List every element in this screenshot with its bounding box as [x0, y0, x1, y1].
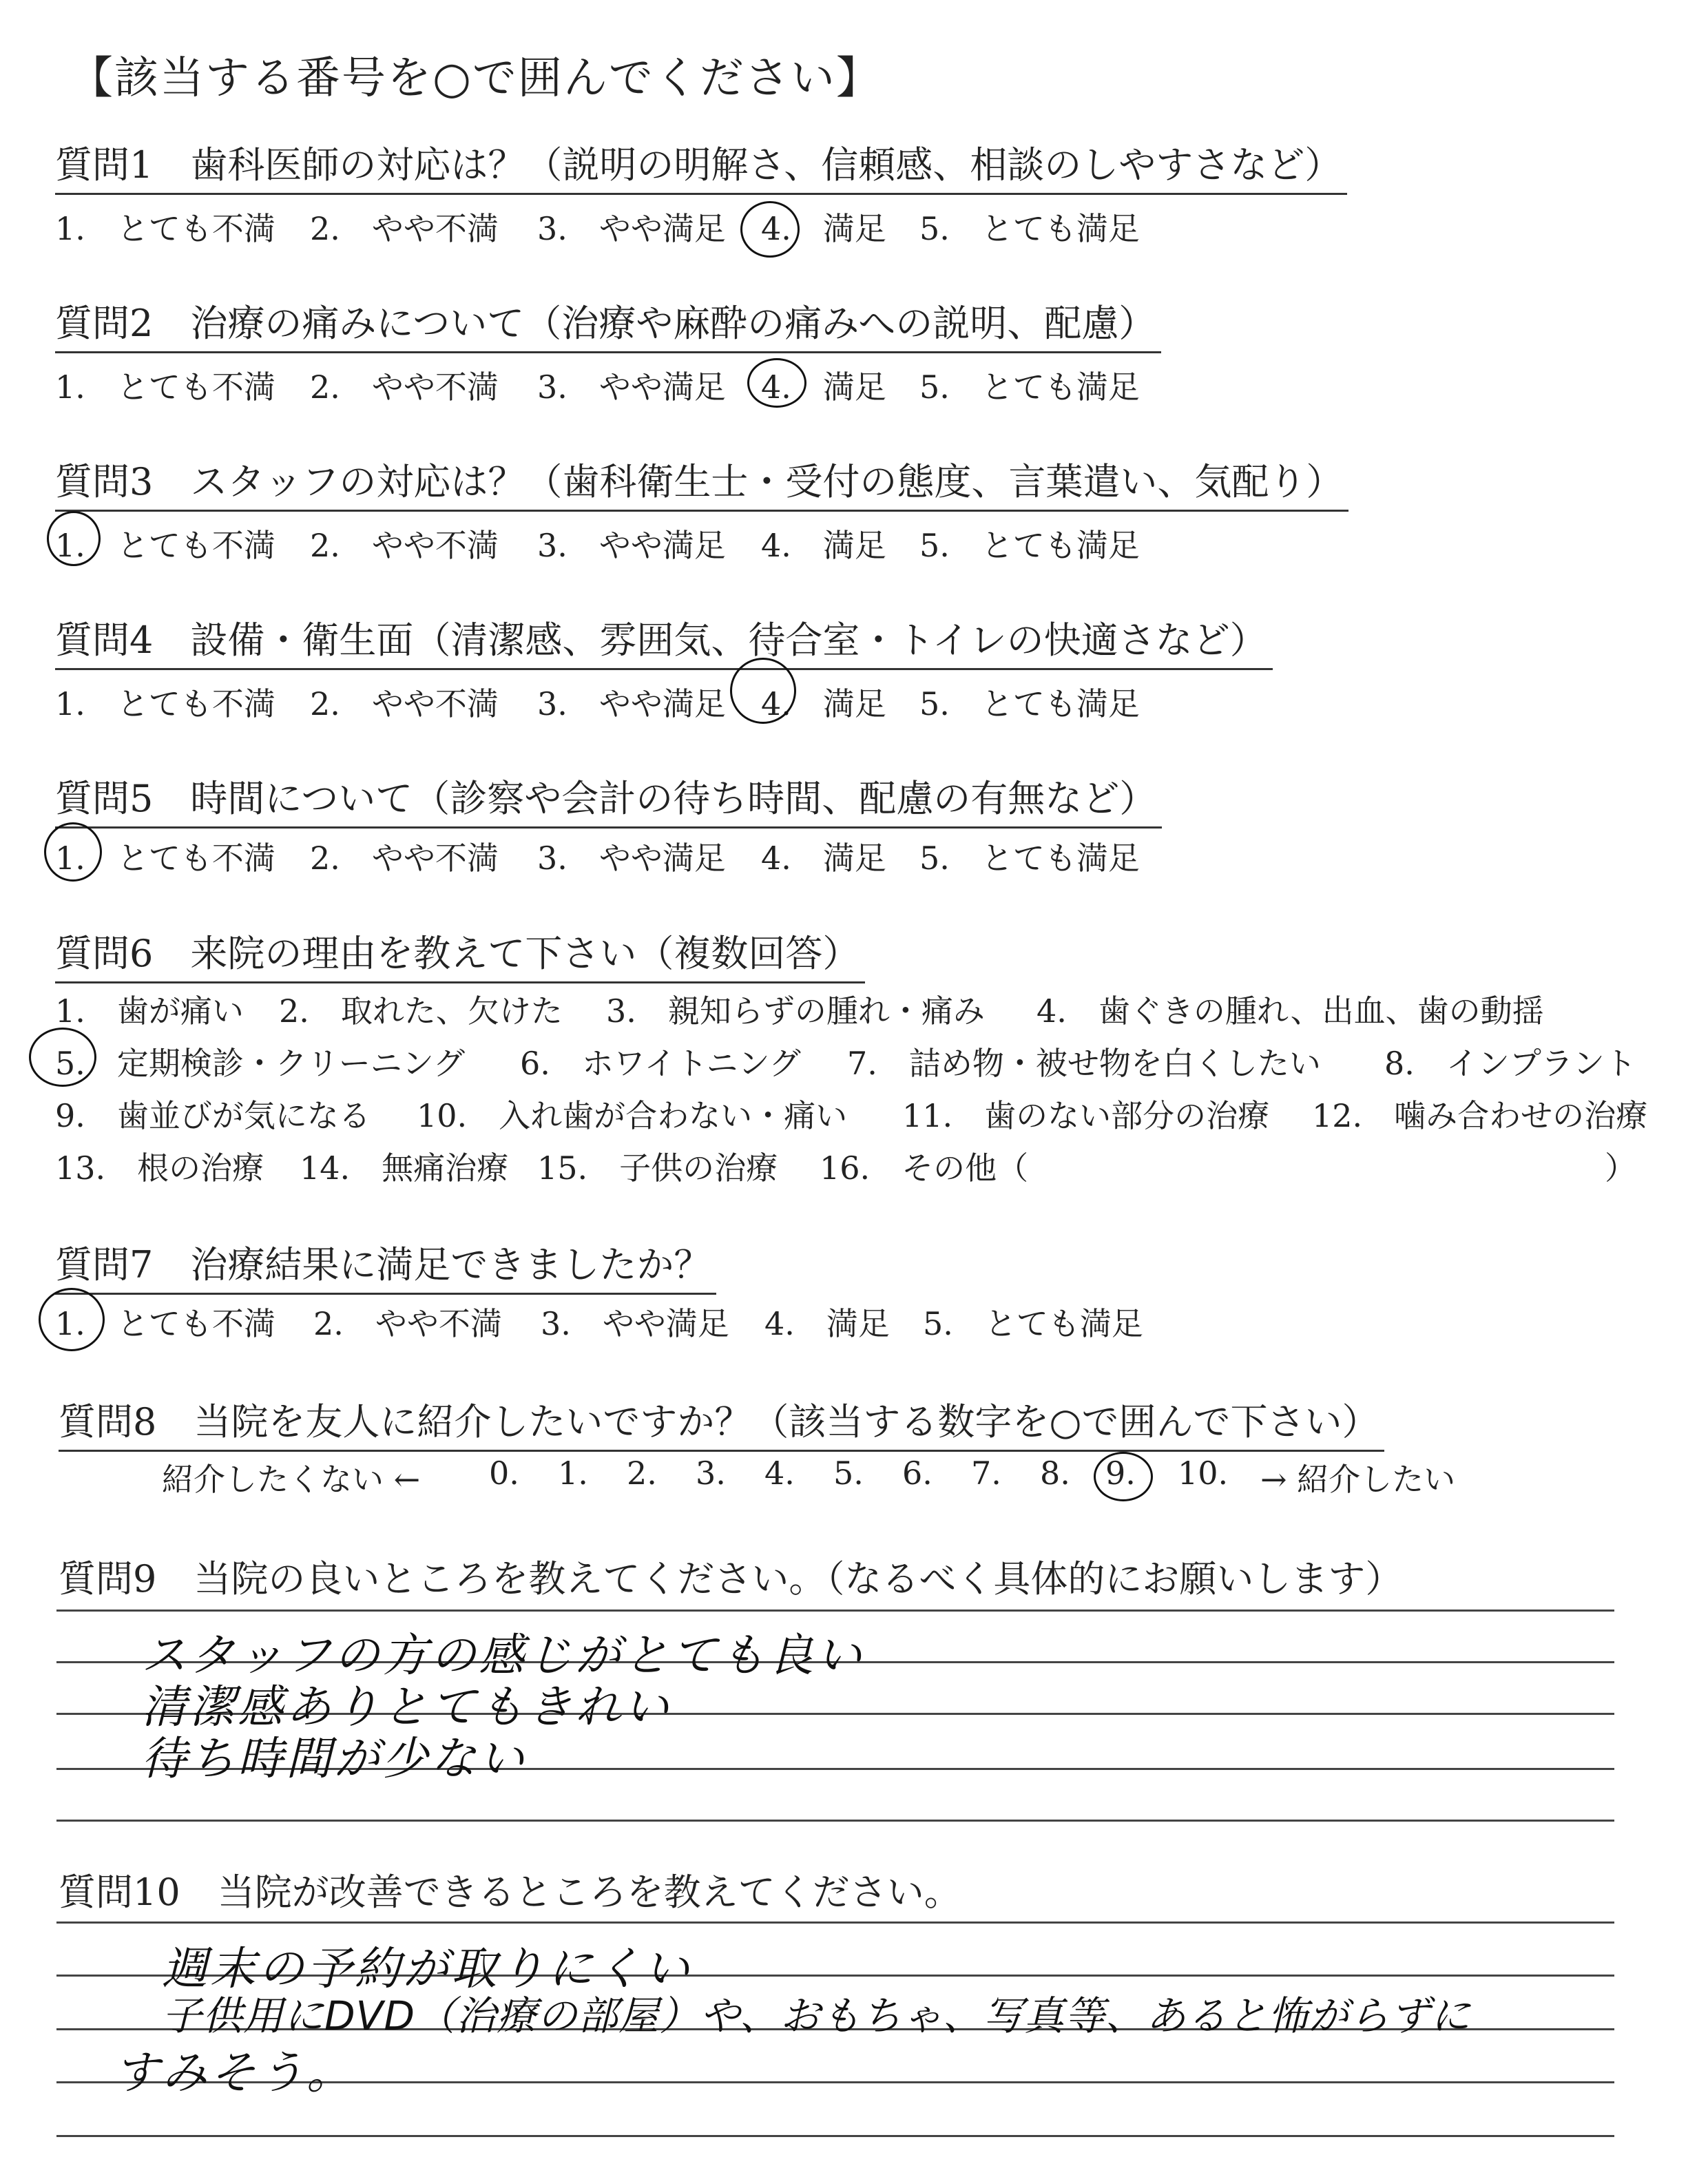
q2-option-1[interactable]: 1. とても不満	[55, 368, 275, 406]
q6-option-8[interactable]: 8. インプラント	[1384, 1045, 1636, 1082]
q7-option-3[interactable]: 3. やや満足	[541, 1305, 729, 1342]
q6-option-1[interactable]: 1. 歯が痛い	[55, 992, 244, 1030]
q5-option-5[interactable]: 5. とても満足	[919, 840, 1140, 877]
q5-title: 質問5 時間について（診察や会計の待ち時間、配慮の有無など）	[55, 771, 1162, 829]
q6-option-10[interactable]: 10. 入れ歯が合わない・痛い	[417, 1097, 848, 1134]
q9-answer-line-1	[56, 1610, 1614, 1612]
q10-title: 質問10 当院が改善できるところを教えてください。	[59, 1871, 961, 1914]
answer-circle-q8	[1094, 1452, 1153, 1501]
q9-answer-2[interactable]: 清潔感ありとてもきれい	[141, 1680, 671, 1733]
answer-circle-q1	[740, 201, 800, 258]
q8-num-9[interactable]: 9.	[1105, 1455, 1136, 1492]
q8-title: 質問8 当院を友人に紹介したいですか？（該当する数字を○で囲んで下さい）	[59, 1395, 1384, 1452]
q6-option-16[interactable]: 16. その他（	[820, 1149, 1029, 1187]
form-header: 【該当する番号を○で囲んでください】	[69, 53, 882, 104]
q6-option-7[interactable]: 7. 詰め物・被せ物を白くしたい	[847, 1045, 1321, 1082]
q8-num-1[interactable]: 1.	[558, 1455, 588, 1492]
q1-option-5[interactable]: 5. とても満足	[919, 210, 1140, 247]
answer-circle-q3	[47, 511, 101, 566]
q6-other-close-paren: ）	[1605, 1149, 1636, 1187]
q6-option-14[interactable]: 14. 無痛治療	[300, 1149, 509, 1187]
q6-option-12[interactable]: 12. 噛み合わせの治療	[1312, 1097, 1648, 1134]
q1-title: 質問1 歯科医師の対応は？（説明の明解さ、信頼感、相談のしやすさなど）	[55, 138, 1347, 195]
q8-num-5[interactable]: 5.	[833, 1455, 864, 1492]
q8-scale-right-label: → 紹介したい	[1260, 1461, 1456, 1498]
q4-option-2[interactable]: 2. やや不満	[310, 685, 499, 722]
q4-option-3[interactable]: 3. やや満足	[537, 685, 726, 722]
q3-option-5[interactable]: 5. とても満足	[919, 527, 1140, 564]
q10-answer-3[interactable]: すみそう。	[114, 2046, 355, 2099]
q10-answer-1[interactable]: 週末の予約が取りにくい	[162, 1942, 692, 1995]
q3-option-3[interactable]: 3. やや満足	[537, 527, 726, 564]
q3-title: 質問3 スタッフの対応は？（歯科衛生士・受付の態度、言葉遣い、気配り）	[55, 455, 1348, 512]
q7-title: 質問7 治療結果に満足できましたか？	[55, 1238, 716, 1295]
q2-option-3[interactable]: 3. やや満足	[537, 368, 726, 406]
q8-scale-left-label: 紹介したくない ←	[162, 1461, 421, 1498]
q6-option-15[interactable]: 15. 子供の治療	[537, 1149, 778, 1187]
q3-option-1[interactable]: 1. とても不満	[55, 527, 275, 564]
q9-answer-3[interactable]: 待ち時間が少ない	[141, 1732, 527, 1785]
q6-option-5[interactable]: 5. 定期検診・クリーニング	[55, 1045, 465, 1082]
q6-option-2[interactable]: 2. 取れた、欠けた	[279, 992, 563, 1030]
answer-circle-q6	[29, 1028, 96, 1087]
q6-option-4[interactable]: 4. 歯ぐきの腫れ、出血、歯の動揺	[1037, 992, 1544, 1030]
q5-option-1[interactable]: 1. とても不満	[55, 840, 275, 877]
q9-title: 質問9 当院の良いところを教えてください。（なるべく具体的にお願いします）	[59, 1557, 1403, 1601]
q2-option-5[interactable]: 5. とても満足	[919, 368, 1140, 406]
q2-option-2[interactable]: 2. やや不満	[310, 368, 499, 406]
answer-circle-q4	[730, 658, 796, 724]
q4-option-4[interactable]: 4. 満足	[761, 685, 886, 722]
q6-option-13[interactable]: 13. 根の治療	[55, 1149, 264, 1187]
q1-option-2[interactable]: 2. やや不満	[310, 210, 499, 247]
q1-option-1[interactable]: 1. とても不満	[55, 210, 275, 247]
q6-option-9[interactable]: 9. 歯並びが気になる	[55, 1097, 371, 1134]
q2-title: 質問2 治療の痛みについて（治療や麻酔の痛みへの説明、配慮）	[55, 296, 1161, 353]
q8-num-3[interactable]: 3.	[696, 1455, 726, 1492]
q7-option-1[interactable]: 1. とても不満	[55, 1305, 275, 1342]
answer-circle-q7	[39, 1288, 105, 1351]
q8-num-10[interactable]: 10.	[1178, 1455, 1229, 1492]
q10-answer-line-5	[56, 2135, 1614, 2137]
q8-num-7[interactable]: 7.	[971, 1455, 1001, 1492]
q7-option-5[interactable]: 5. とても満足	[923, 1305, 1143, 1342]
q6-option-3[interactable]: 3. 親知らずの腫れ・痛み	[606, 992, 985, 1030]
q7-option-4[interactable]: 4. 満足	[764, 1305, 890, 1342]
q9-answer-line-5	[56, 1820, 1614, 1822]
q10-answer-line-1	[56, 1921, 1614, 1924]
q5-option-3[interactable]: 3. やや満足	[537, 840, 726, 877]
q8-num-6[interactable]: 6.	[902, 1455, 933, 1492]
q8-num-2[interactable]: 2.	[627, 1455, 657, 1492]
q8-num-4[interactable]: 4.	[764, 1455, 795, 1492]
q8-num-0[interactable]: 0.	[489, 1455, 519, 1492]
q1-option-4[interactable]: 4. 満足	[761, 210, 886, 247]
q6-option-11[interactable]: 11. 歯のない部分の治療	[902, 1097, 1270, 1134]
q8-num-8[interactable]: 8.	[1040, 1455, 1070, 1492]
q3-option-2[interactable]: 2. やや不満	[310, 527, 499, 564]
q10-answer-2[interactable]: 子供用にDVD（治療の部屋）や、おもちゃ、写真等、あると怖がらずに	[162, 1992, 1471, 2039]
q6-option-6[interactable]: 6. ホワイトニング	[520, 1045, 801, 1082]
answer-circle-q5	[44, 822, 102, 882]
q2-option-4[interactable]: 4. 満足	[761, 368, 886, 406]
answer-circle-q2	[747, 358, 806, 408]
q4-title: 質問4 設備・衛生面（清潔感、雰囲気、待合室・トイレの快適さなど）	[55, 613, 1273, 670]
q3-option-4[interactable]: 4. 満足	[761, 527, 886, 564]
q5-option-4[interactable]: 4. 満足	[761, 840, 886, 877]
q5-option-2[interactable]: 2. やや不満	[310, 840, 499, 877]
q7-option-2[interactable]: 2. やや不満	[313, 1305, 502, 1342]
q4-option-1[interactable]: 1. とても不満	[55, 685, 275, 722]
q1-option-3[interactable]: 3. やや満足	[537, 210, 726, 247]
q6-title: 質問6 来院の理由を教えて下さい（複数回答）	[55, 926, 865, 983]
q4-option-5[interactable]: 5. とても満足	[919, 685, 1140, 722]
q9-answer-1[interactable]: スタッフの方の感じがとても良い	[141, 1629, 864, 1682]
